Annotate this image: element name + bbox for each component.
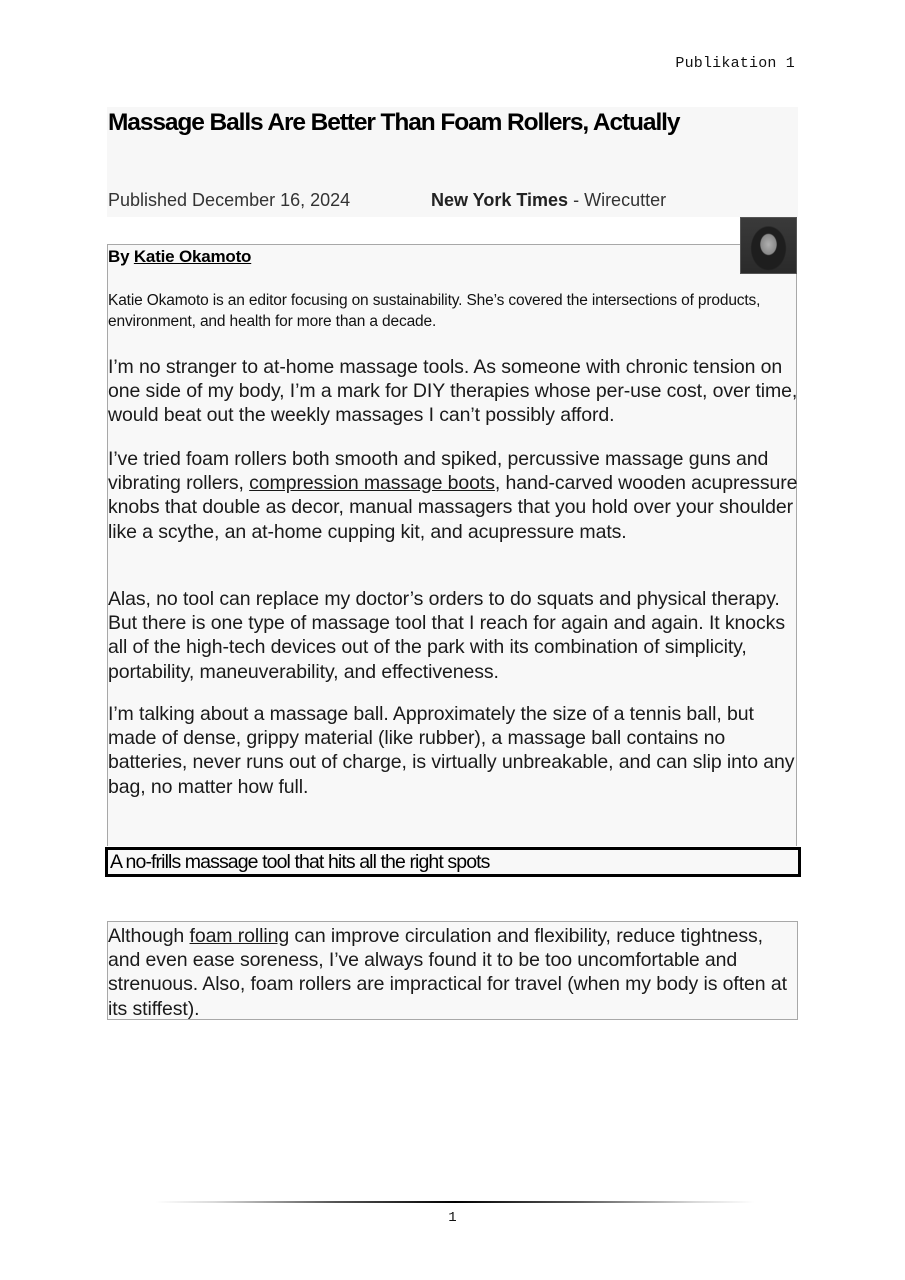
paragraph-text: Although xyxy=(108,925,190,947)
byline-prefix: By xyxy=(108,247,134,266)
compression-boots-link[interactable]: compression massage boots xyxy=(249,472,495,495)
paragraph-text: I’ve tried foam rollers both smooth and spiked, percussive massage guns and vibrating rollers, xyxy=(108,448,769,495)
author-photo-icon xyxy=(740,217,797,274)
footer-divider xyxy=(155,1201,755,1203)
article-title: Massage Balls Are Better Than Foam Rollers, Actually xyxy=(108,109,680,136)
section-content-box xyxy=(107,921,798,1020)
foam-rolling-link[interactable]: foam rolling xyxy=(189,925,290,947)
body-paragraph-2 xyxy=(108,447,798,544)
body-paragraph-3: Alas, no tool can replace my doctor’s orders to do squats and physical therapy. But there is one type of massage tool that I reach for again and again. It knocks all of the high-tech devices out of the park with its combination of simplicity, portability, maneuverability, and effectiveness. xyxy=(108,588,785,683)
paragraph-text: can improve circulation and flexibility, reduce tightness, and even ease soreness, I’ve always found it to be too uncomfortable and strenuous. Also, foam rollers are impractical for travel (when my body is often at its stiffest). xyxy=(108,925,787,1020)
page-number: 1 xyxy=(448,1210,457,1226)
byline xyxy=(108,247,251,267)
source-section: Wirecutter xyxy=(584,190,667,210)
source-name: New York Times xyxy=(431,190,569,210)
published-date: Published December 16, 2024 xyxy=(108,190,351,210)
body-paragraph-4: I’m talking about a massage ball. Approximately the size of a tennis ball, but made of dense, grippy material (like rubber), a massage ball contains no batteries, never runs out of charge, is virtually unbreakable, and can slip into any bag, no matter how full. xyxy=(108,703,795,798)
article-header xyxy=(107,107,798,217)
section-heading: A no-frills massage tool that hits all the right spots xyxy=(105,847,801,877)
section-paragraph-1 xyxy=(108,924,796,1021)
source xyxy=(431,190,666,210)
article-meta xyxy=(108,190,666,211)
paragraph-text: , hand-carved wooden acupressure knobs that double as decor, manual massagers that you hold over your shoulder like a scythe, an at-home cupping kit, and acupressure mats. xyxy=(108,472,798,543)
publication-label: Publikation 1 xyxy=(675,55,795,72)
author-link[interactable]: Katie Okamoto xyxy=(133,247,252,266)
body-paragraph-1: I’m no stranger to at-home massage tools. As someone with chronic tension on one side of my body, I’m a mark for DIY therapies whose per-use cost, over time, would beat out the weekly massages I can’t possibly afford. xyxy=(108,356,798,427)
article-content-box xyxy=(107,244,797,846)
source-separator: - xyxy=(568,190,585,210)
author-bio: Katie Okamoto is an editor focusing on sustainability. She’s covered the intersections of products, environment, and health for more than a decade. xyxy=(108,292,761,330)
